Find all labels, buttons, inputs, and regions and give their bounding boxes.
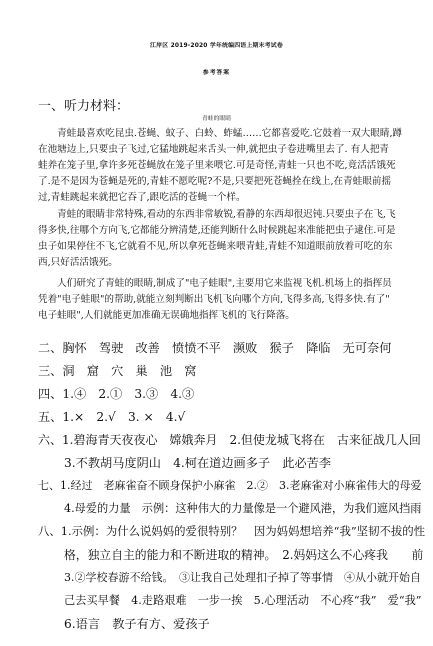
passage-line: 青蛙的眼睛非常特殊,看动的东西非常敏锐,看静的东西却很迟钝.只要虫子在飞,飞 — [38, 209, 396, 220]
passage-line: 人们研究了青蛙的眼睛,制成了"电子蛙眼",主要用它来监视飞机.机场上的指挥员 — [38, 278, 392, 289]
answer-section-6-line-1: 六、1.碧海青天夜夜心 嫦娥奔月 2.但使龙城飞将在 古来征战几人回 — [38, 433, 421, 447]
answer-section-7-line-1: 七、1.经过 老麻雀奋不顾身保护小麻雀 2.② 3.老麻雀对小麻雀伟大的母爱 — [38, 479, 422, 492]
passage-paragraph-2 — [38, 207, 410, 271]
answer-section-8-line-3: 3.②学校春游不给钱。 ③让我自己处理扣子掉了等事情 ④从小就开始自 — [64, 571, 421, 584]
answer-section-8-line-4: 己去买早餐 4.走路艰难 一步一挨 5.心理活动 不心疼“我” 爱“我” — [64, 594, 422, 607]
passage-line: 电子蛙眼",人们就能更加准确无误确地指挥飞机的飞行降落。 — [38, 310, 295, 321]
passage-paragraph-1 — [38, 126, 410, 206]
passage-line: 虫子如果停住不飞,它就看不见,所以拿死苍蝇来喂青蛙,青蛙不知道眼前放着可吃的东 — [38, 241, 393, 252]
passage-line: 蛙养在笼子里,拿许多死苍蝇放在笼子里来喂它.可是奇怪,青蛙一只也不吃,竟活活饿死 — [38, 160, 396, 171]
passage-line: 西,只好活活饿死。 — [38, 257, 118, 268]
answer-section-7-line-2: 4.母爱的力量 示例：这种伟大的力量像是一个避风港，为我们遮风挡雨 — [64, 502, 422, 515]
passage-line: 过,青蛙跳起来就把它吞了,跟吃活的苍蝇一个样。 — [38, 192, 246, 203]
passage-line: 在池塘边上,只要虫子飞过,它猛地跳起来舌头一伸,就把虫子卷进嘴里去了. 有人把青 — [38, 144, 390, 155]
passage-line: 青蛙最喜欢吃昆虫.苍蝇、蚊子、白蛉、蚱蜢……它都喜爱吃.它鼓着一双大眼睛,蹲 — [38, 128, 403, 139]
answer-section-8-line-2: 格，独立自主的能力和不断进取的精神。 2.妈妈这么不心疼我 前 — [64, 548, 424, 562]
passage-line: 凭着"电子蛙眼"的帮助,就能立刻判断出飞机飞向哪个方向,飞得多高,飞得多快.有了" — [38, 294, 390, 305]
passage-paragraph-3 — [38, 276, 410, 324]
page-title: 江岸区 2019-2020 学年统编四语上期末考试卷 — [150, 43, 283, 49]
passage-line: 得多快,往哪个方向飞,它都能分辨清楚,还能判断什么时候跳起来准能把虫子逮住.可是 — [38, 225, 396, 236]
passage-title: 青蛙的眼睛 — [202, 116, 231, 122]
section-label-listening: 一、听力材料： — [38, 99, 130, 114]
answer-section-5: 五、1.× 2.√ 3. × 4.√ — [38, 410, 186, 424]
passage-line: 了.是不是因为苍蝇是死的,青蛙不愿吃呢?不是,只要把死苍蝇拴在线上,在青蛙眼前摇 — [38, 176, 392, 187]
answer-section-6-line-2: 3.不教胡马度阴山 4.柯在道边画多子 此必苦李 — [64, 456, 332, 470]
answer-section-4: 四、1.④ 2.① 3.③ 4.③ — [38, 387, 195, 401]
answer-section-8-line-5: 6.语言 教子有方、爱孩子 — [64, 617, 210, 631]
answer-section-3: 三、洞 窟 穴 巢 池 窝 — [38, 364, 197, 378]
answer-section-8-line-1: 八、1.示例：为什么说妈妈的爱很特别？ 因为妈妈想培养“我”坚韧不拔的性 — [38, 524, 426, 538]
answer-section-2: 二、胸怀 驾驶 改善 愤愤不平 濒败 猴子 降临 无可奈何 — [38, 341, 392, 355]
page-subtitle: 参考答案 — [202, 70, 231, 76]
